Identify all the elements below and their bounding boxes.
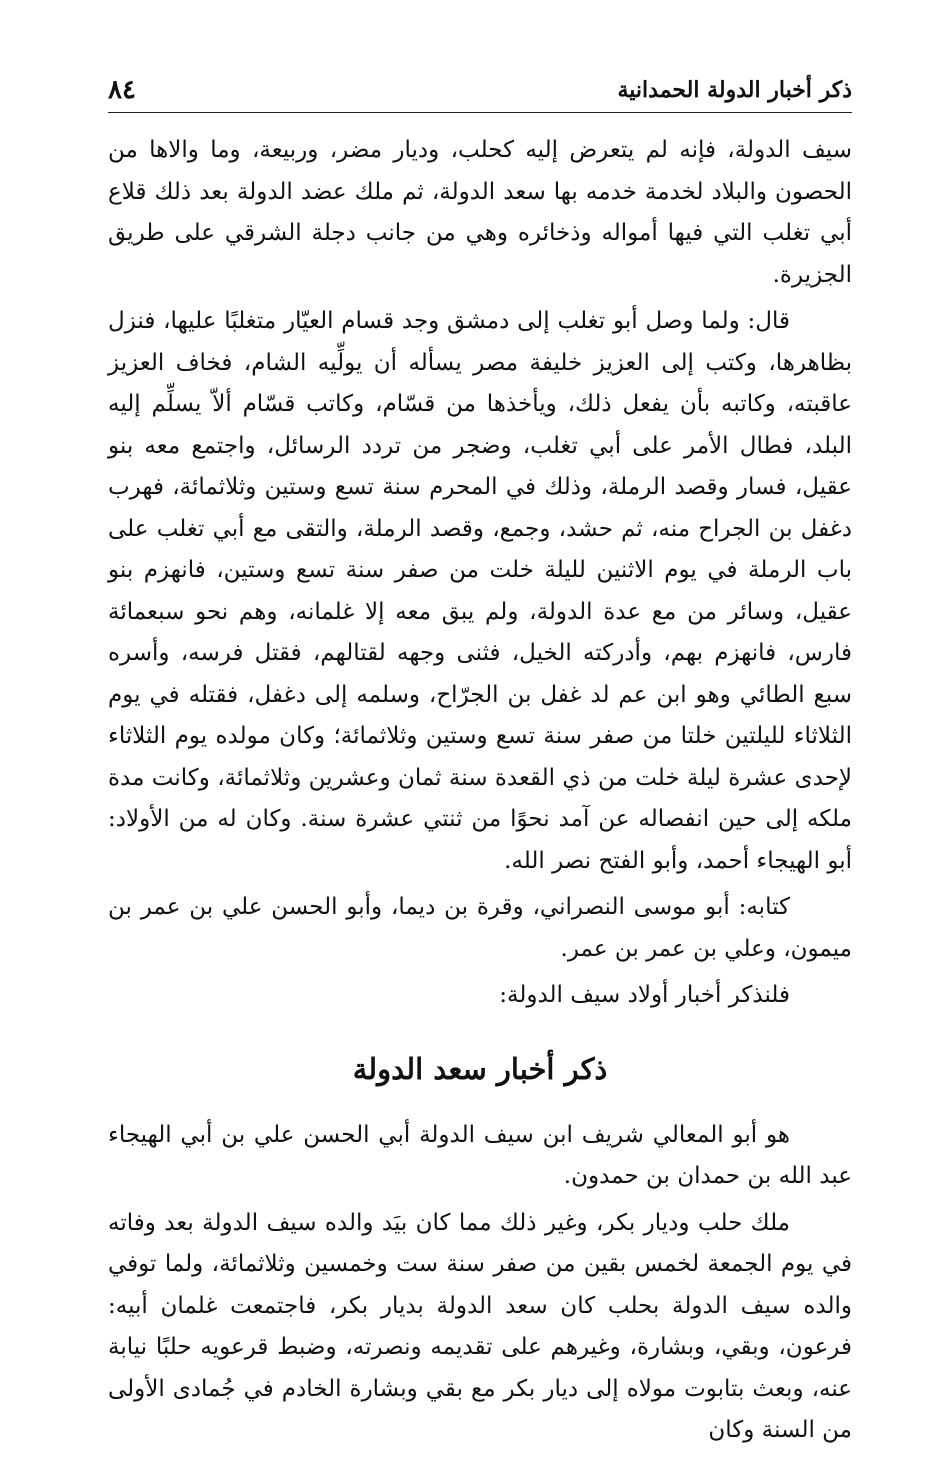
- paragraph-continuation: سيف الدولة، فإنه لم يتعرض إليه كحلب، وديار مضر، وربيعة، وما والاها من الحصون والبلاد لخدمة خدمه بها سعد الدولة، ثم ملك عضد الدولة بعد ذلك قلاع أبي تغلب التي فيها أمواله وذخائره وهي من جانب دجلة الشرقي على طريق الجزيرة.: [108, 137, 852, 288]
- section-heading: ذكر أخبار سعد الدولة: [352, 1051, 608, 1086]
- running-title: ذكر أخبار الدولة الحمدانية: [617, 77, 852, 103]
- paragraph-scribes: كتابه: أبو موسى النصراني، وقرة بن ديما، وأبو الحسن علي بن عمر بن ميمون، وعلي بن عمر بن عمر.: [108, 894, 852, 962]
- paragraph-abu-taghlib: قال: ولما وصل أبو تغلب إلى دمشق وجد قسام العيّار متغلبًا عليها، فنزل بظاهرها، وكتب إلى العزيز خليفة مصر يسأله أن يولِّيه الشام، فخاف العزيز عاقبته، وكاتبه بأن يفعل ذلك، ويأخذها من قسّام، وكاتب قسّام ألاّ يسلِّم إليه البلد، فطال الأمر على أبي تغلب، وضجر من تردد الرسائل، واجتمع معه بنو عقيل، فسار وقصد الرملة، وذلك في المحرم سنة تسع وستين وثلاثمائة، فهرب دغفل بن الجراح منه، ثم حشد، وجمع، وقصد الرملة، والتقى مع أبي تغلب على باب الرملة في يوم الاثنين لليلة خلت من صفر سنة تسع وستين، فانهزم بنو عقيل، وسائر من مع عدة الدولة، ولم يبق معه إلا غلمانه، وهم نحو سبعمائة فارس، فانهزم بهم، وأدركته الخيل، فثنى وجهه لقتالهم، فقتل فرسه، وأسره سبع الطائي وهو ابن عم لد غفل بن الجرّاح، وسلمه إلى دغفل، فقتله في يوم الثلاثاء لليلتين خلتا من صفر سنة تسع وستين وثلاثمائة؛ وكان مولده يوم الثلاثاء لإحدى عشرة ليلة خلت من ذي القعدة سنة ثمان وعشرين وثلاثمائة، وكانت مدة ملكه إلى حين انفصاله عن آمد نحوًا من ثنتي عشرة سنة. وكان له من الأولاد: أبو الهيجاء أحمد، وأبو الفتح نصر الله.: [108, 308, 852, 874]
- running-header: [108, 72, 852, 113]
- page-number: ٨٤: [108, 75, 136, 105]
- paragraph-reign: ملك حلب وديار بكر، وغير ذلك مما كان بيَد والده سيف الدولة بعد وفاته في يوم الجمعة لخمس بقين من صفر سنة ست وخمسين وثلاثمائة، ولما توفي والده سيف الدولة بحلب كان سعد الدولة بديار بكر، فاجتمعت غلمان أبيه: فرعون، وبقي، وبشارة، وغيرهم على تقديمه ونصرته، وضبط قرعويه حلبًا نيابة عنه، وبعث بتابوت مولاه إلى ديار بكر مع بقي وبشارة الخادم في جُمادى الأولى من السنة وكان: [108, 1209, 852, 1443]
- body-text: [108, 130, 852, 1457]
- paragraph-transition: فلنذكر أخبار أولاد سيف الدولة:: [499, 982, 790, 1008]
- paragraph-lineage: هو أبو المعالي شريف ابن سيف الدولة أبي الحسن علي بن أبي الهيجاء عبد الله بن حمدان بن حمدون.: [108, 1121, 852, 1189]
